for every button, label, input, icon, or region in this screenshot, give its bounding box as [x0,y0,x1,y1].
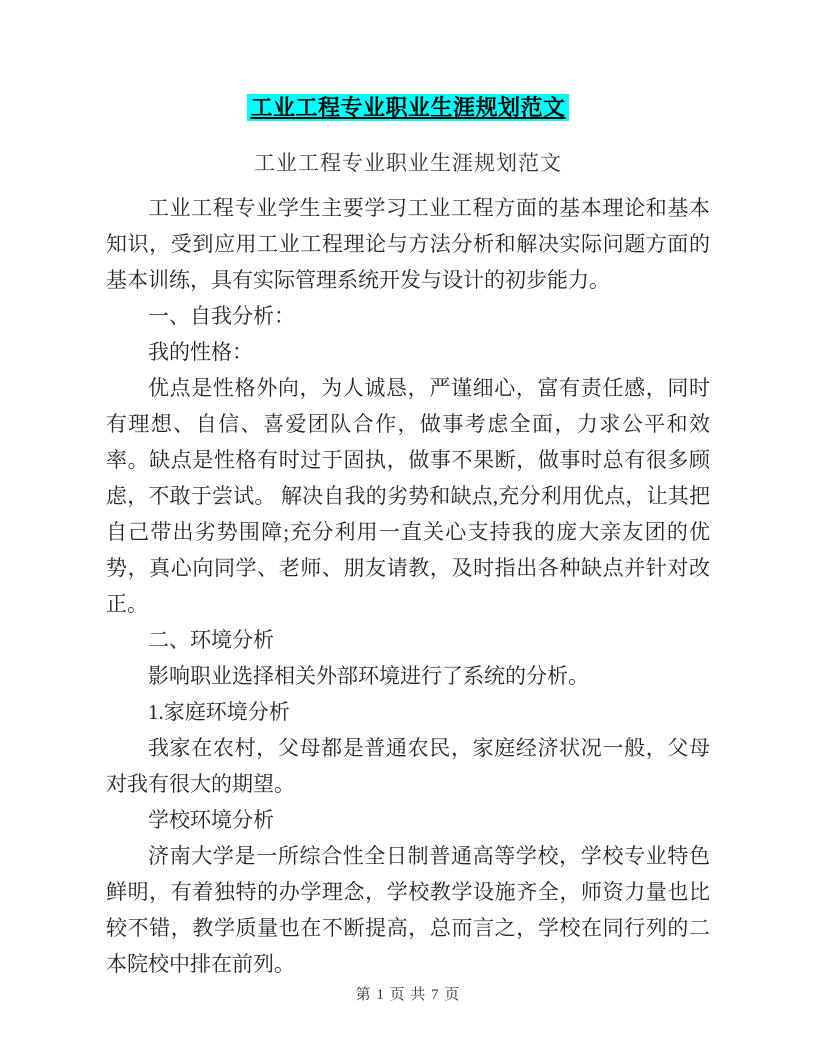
paragraph: 学校环境分析 [148,808,274,832]
paragraph: 济南大学是一所综合性全日制普通高等学校，学校专业特色鲜明，有着独特的办学理念，学校教学设施齐全，师资力量也比较不错，教学质量也在不断提高，总而言之，学校在同行列的二本院校中排在前列。 [106,844,710,976]
paragraph: 工业工程专业学生主要学习工业工程方面的基本理论和基本知识，受到应用工业工程理论与方法分析和解决实际问题方面的基本训练，具有实际管理系统开发与设计的初步能力。 [106,196,710,292]
paragraph: 优点是性格外向，为人诚恳，严谨细心，富有责任感，同时有理想、自信、喜爱团队合作，做事考虑全面，力求公平和效率。缺点是性格有时过于固执，做事不果断，做事时总有很多顾虑，不敢于尝试。 解决自我的劣势和缺点,充分利用优点，让其把自己带出劣势围障;充分利用一直关心支持我的庞大亲友团的优势，真心向同学、老师、朋友请教，及时指出各种缺点并针对改正。 [106,376,710,616]
document-title: 工业工程专业职业生涯规划范文 [247,94,568,121]
document-subtitle: 工业工程专业职业生涯规划范文 [254,151,562,175]
paragraph: 影响职业选择相关外部环境进行了系统的分析。 [148,664,589,688]
title-row [0,0,816,121]
document-body [106,190,710,982]
page-footer [0,983,816,1004]
paragraph: 1.家庭环境分析 [148,700,290,724]
paragraph: 一、自我分析： [148,304,295,328]
paragraph: 我家在农村，父母都是普通农民，家庭经济状况一般，父母对我有很大的期望。 [106,736,710,796]
page-footer-text: 第 1 页 共 7 页 [355,987,461,1003]
paragraph: 我的性格： [148,340,253,364]
paragraph: 二、环境分析 [148,628,274,652]
